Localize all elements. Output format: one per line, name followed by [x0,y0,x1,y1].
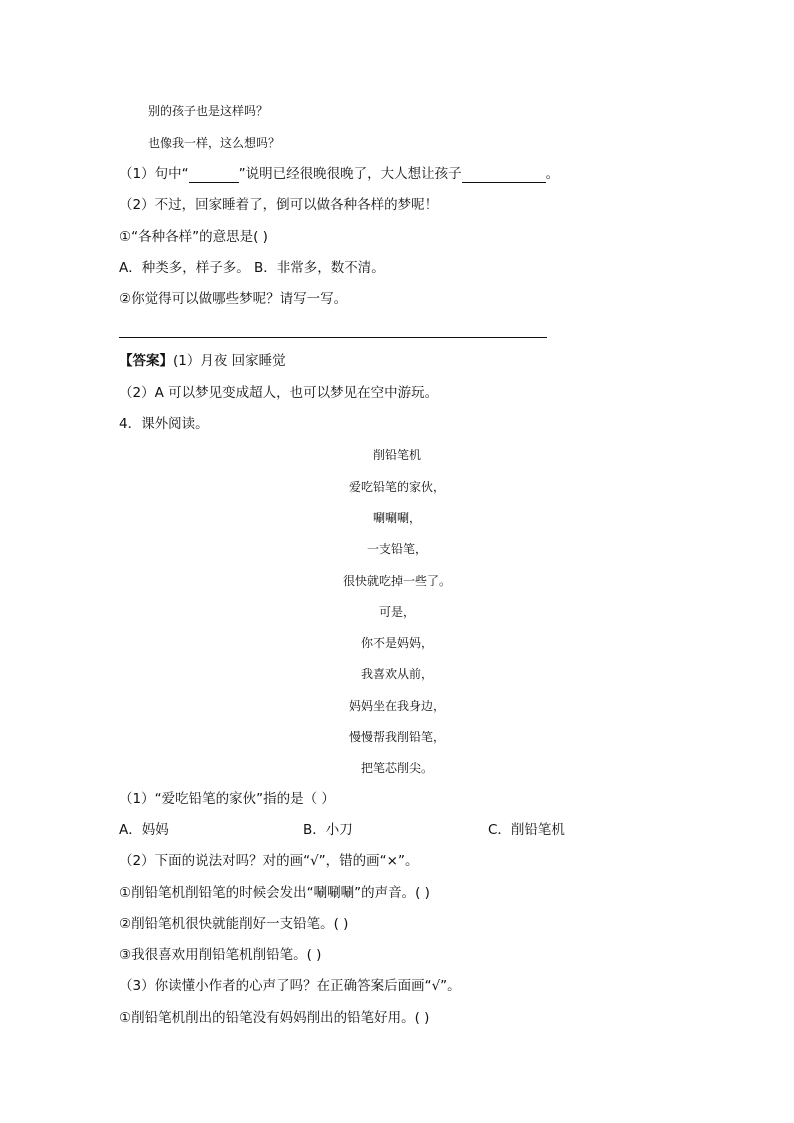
poem-line: 慢慢帮我削铅笔， [348,730,445,744]
poem-line: 唰唰唰， [372,511,421,525]
poem-line: 别的孩子也是这样吗？ [148,104,269,118]
sub-question-1: ①“各种各样”的意思是( ) [119,229,268,245]
statement-item: ①削铅笔机削铅笔的时候会发出“唰唰唰”的声音。( ) [119,885,430,901]
poem-line: 我喜欢从前， [360,667,433,681]
poem-line: 你不是妈妈， [360,636,433,650]
question-1-part-2: （2）不过，回家睡着了，倒可以做各种各样的梦呢！ [119,197,439,213]
poem-title: 削铅笔机 [372,448,421,462]
answer-blank[interactable] [189,168,239,183]
answer-blank[interactable] [462,168,546,183]
question-1-part-1: （1）句中“ ”说明已经很晚很晚了，大人想让孩子 。 [119,166,560,182]
poem-line: 很快就吃掉一些了。 [342,574,451,588]
poem-line: 一支铅笔， [366,542,427,556]
section-heading: 4．课外阅读。 [119,416,209,432]
answer-line-2: （2）A 可以梦见变成超人，也可以梦见在空中游玩。 [119,385,439,401]
option-a: A．妈妈 [119,822,169,838]
option-c: C．削铅笔机 [488,822,565,838]
question-3: （3）你读懂小作者的心声了吗？在正确答案后面画“√”。 [119,978,461,994]
poem-line: 也像我一样，这么想吗？ [148,136,281,150]
writing-line[interactable] [119,337,547,338]
poem-line: 妈妈坐在我身边， [348,699,445,713]
option-b: B．小刀 [303,822,353,838]
question-1: （1）“爱吃铅笔的家伙”指的是（ ） [119,791,335,807]
answer-label: 【答案】 [119,353,173,369]
statement-item: ①削铅笔机削出的铅笔没有妈妈削出的铅笔好用。( ) [119,1010,430,1026]
statement-item: ②削铅笔机很快就能削好一支铅笔。( ) [119,916,349,932]
answer-line-1: 【答案】(1）月夜 回家睡觉 [119,353,286,369]
poem-line: 把笔芯削尖。 [360,761,433,775]
question-2: （2）下面的说法对吗？对的画“√”，错的画“×”。 [119,853,419,869]
poem-line: 爱吃铅笔的家伙， [348,480,445,494]
poem-line: 可是， [378,605,415,619]
statement-item: ③我很喜欢用削铅笔机削铅笔。( ) [119,947,322,963]
sub-question-2: ②你觉得可以做哪些梦呢？请写一写。 [119,291,348,307]
answer-options: A．种类多，样子多。 B．非常多，数不清。 [119,260,385,276]
